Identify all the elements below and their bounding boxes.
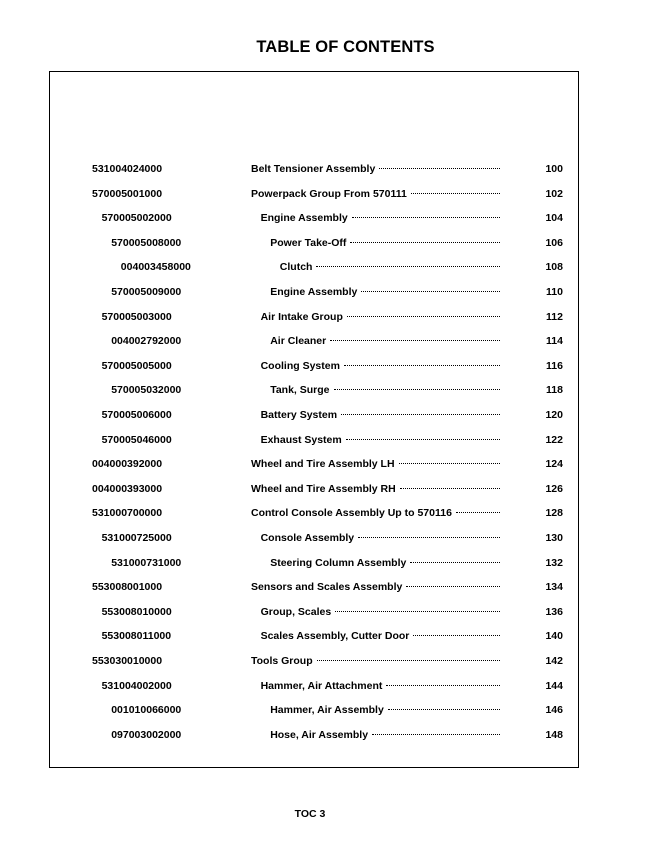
toc-entry-title: Console Assembly	[260, 532, 355, 544]
toc-entry-title-line	[251, 506, 500, 520]
toc-page-number: 104	[545, 212, 563, 225]
toc-entry[interactable]	[0, 408, 651, 422]
page-footer-label: TOC 3	[294, 808, 326, 820]
toc-page-number: 128	[545, 507, 563, 520]
dot-leader	[372, 734, 500, 735]
toc-entry-title-line	[270, 728, 500, 742]
toc-page-number: 108	[545, 261, 563, 274]
toc-entry[interactable]	[0, 211, 651, 225]
toc-entry[interactable]	[0, 433, 651, 447]
toc-entry[interactable]	[0, 236, 651, 250]
toc-part-number: 553008011000	[101, 630, 172, 643]
toc-entry-title-line	[270, 236, 500, 250]
toc-entry-title-line	[251, 457, 500, 471]
dot-leader	[400, 488, 500, 489]
toc-entry-title: Sensors and Scales Assembly	[251, 581, 403, 594]
toc-page-number: 140	[545, 630, 563, 643]
toc-page-number: 112	[546, 310, 563, 323]
toc-entry[interactable]	[0, 310, 651, 324]
toc-entry-title: Belt Tensioner Assembly	[251, 163, 376, 175]
toc-entry[interactable]	[0, 482, 651, 496]
toc-entry-title: Battery System	[260, 409, 338, 421]
toc-entry-title-line	[270, 556, 500, 570]
toc-entry-title-line	[280, 260, 500, 274]
toc-entry[interactable]	[0, 556, 651, 570]
toc-entry-title: Group, Scales	[260, 605, 332, 618]
dot-leader	[330, 340, 500, 341]
toc-entry-title: Wheel and Tire Assembly RH	[251, 482, 396, 495]
toc-part-number: 570005046000	[101, 433, 172, 446]
toc-page-number: 130	[545, 532, 563, 544]
dot-leader	[410, 562, 500, 563]
dot-leader	[316, 266, 500, 267]
toc-entry[interactable]	[0, 679, 651, 693]
toc-entry-title: Control Console Assembly Up to 570116	[251, 507, 452, 520]
toc-part-number: 570005001000	[92, 187, 163, 200]
toc-page-number: 144	[545, 679, 563, 692]
toc-entry-title-line	[261, 310, 500, 324]
toc-entry[interactable]	[0, 703, 651, 717]
toc-entry-title: Steering Column Assembly	[270, 556, 407, 569]
toc-entry-title: Power Take-Off	[270, 236, 347, 249]
toc-part-number: 570005009000	[111, 286, 182, 298]
toc-part-number: 004000393000	[92, 482, 163, 495]
toc-entry[interactable]	[0, 629, 651, 643]
dot-leader	[344, 365, 500, 366]
dot-leader	[406, 586, 500, 587]
toc-entry-title-line	[251, 580, 500, 594]
toc-entry[interactable]	[0, 580, 651, 594]
dot-leader	[335, 611, 500, 612]
toc-part-number: 553008010000	[101, 605, 172, 618]
dot-leader	[317, 660, 500, 661]
dot-leader	[352, 217, 500, 218]
toc-page-number: 142	[545, 655, 563, 667]
dot-leader	[350, 242, 500, 243]
toc-page-number: 136	[545, 605, 563, 618]
toc-entry-title-line	[251, 187, 500, 201]
toc-page-number: 146	[545, 704, 563, 717]
toc-page-number: 110	[546, 286, 563, 298]
toc-entry-title: Hammer, Air Attachment	[260, 679, 383, 692]
toc-entry-title-line	[261, 629, 500, 643]
toc-entry-title-line	[261, 679, 500, 693]
dot-leader	[346, 439, 500, 440]
toc-page-number: 126	[545, 482, 563, 495]
toc-part-number: 570005002000	[101, 212, 172, 225]
dot-leader	[379, 168, 500, 169]
toc-entry[interactable]	[0, 285, 651, 299]
toc-part-number: 570005008000	[111, 236, 182, 249]
toc-part-number: 531000725000	[101, 532, 172, 544]
dot-leader	[413, 635, 500, 636]
toc-entry-title-line	[261, 605, 500, 619]
toc-entry[interactable]	[0, 605, 651, 619]
toc-part-number: 570005003000	[101, 310, 172, 323]
toc-part-number: 570005005000	[101, 359, 172, 372]
toc-page-number: 106	[545, 236, 563, 249]
toc-entry-title: Scales Assembly, Cutter Door	[260, 630, 410, 643]
toc-page-number: 116	[546, 359, 563, 372]
toc-page-number: 124	[545, 458, 563, 471]
toc-entry[interactable]	[0, 531, 651, 545]
toc-entry-title-line	[270, 383, 500, 397]
toc-part-number: 001010066000	[111, 704, 182, 717]
dot-leader	[347, 316, 500, 317]
toc-part-number: 570005032000	[111, 384, 182, 397]
page-title: TABLE OF CONTENTS	[256, 38, 435, 56]
toc-part-number: 004000392000	[92, 458, 163, 471]
dot-leader	[361, 291, 500, 292]
toc-part-number: 097003002000	[111, 728, 182, 741]
toc-page-number: 102	[545, 187, 563, 200]
toc-entry-title-line	[261, 408, 500, 422]
toc-page-number: 122	[545, 433, 563, 446]
toc-part-number: 004003458000	[120, 261, 191, 274]
dot-leader	[334, 389, 500, 390]
toc-entry[interactable]	[0, 457, 651, 471]
toc-entry-title: Hose, Air Assembly	[270, 728, 369, 741]
dot-leader	[399, 463, 500, 464]
toc-entry-title-line	[270, 334, 500, 348]
toc-entry[interactable]	[0, 162, 651, 176]
toc-page-number: 134	[545, 581, 563, 594]
toc-page-number: 120	[545, 409, 563, 421]
toc-part-number: 004002792000	[111, 335, 182, 348]
toc-entry-title: Clutch	[279, 261, 313, 274]
toc-page-number: 100	[545, 163, 563, 175]
toc-entry-title: Engine Assembly	[270, 286, 358, 298]
toc-page-number: 118	[546, 384, 563, 397]
toc-part-number: 553008001000	[92, 581, 163, 594]
toc-entry-title: Tank, Surge	[270, 384, 330, 397]
toc-entry-title-line	[261, 359, 500, 373]
toc-part-number: 531004024000	[92, 163, 163, 175]
toc-page-number: 148	[545, 728, 563, 741]
toc-part-number: 531000700000	[92, 507, 163, 520]
dot-leader	[456, 512, 500, 513]
dot-leader	[358, 537, 500, 538]
toc-entry-title-line	[270, 285, 500, 299]
toc-entry-title: Wheel and Tire Assembly LH	[251, 458, 395, 471]
toc-entry-title-line	[251, 162, 500, 176]
toc-entry-title: Exhaust System	[260, 433, 342, 446]
dot-leader	[388, 709, 500, 710]
toc-entry-title-line	[261, 433, 500, 447]
toc-entry-title: Air Cleaner	[270, 335, 327, 348]
dot-leader	[386, 685, 500, 686]
toc-entry-title-line	[270, 703, 500, 717]
toc-entry[interactable]	[0, 260, 651, 274]
toc-entry[interactable]	[0, 654, 651, 668]
toc-entry[interactable]	[0, 359, 651, 373]
toc-entry-title: Powerpack Group From 570111	[251, 187, 407, 200]
toc-entry-title: Air Intake Group	[260, 310, 343, 323]
toc-entry-title: Engine Assembly	[260, 212, 348, 225]
toc-entry-title: Hammer, Air Assembly	[270, 704, 384, 717]
toc-page-number: 114	[546, 335, 563, 348]
toc-entry-title-line	[251, 482, 500, 496]
toc-entry[interactable]	[0, 506, 651, 520]
dot-leader	[411, 193, 500, 194]
toc-entry-title-line	[251, 654, 500, 668]
toc-entry-title: Tools Group	[251, 655, 313, 667]
dot-leader	[341, 414, 500, 415]
toc-entry-title-line	[261, 531, 500, 545]
toc-part-number: 531004002000	[101, 679, 172, 692]
toc-entry[interactable]	[0, 383, 651, 397]
toc-entry-title-line	[261, 211, 500, 225]
toc-page-number: 132	[545, 556, 563, 569]
toc-entry[interactable]	[0, 334, 651, 348]
toc-entry[interactable]	[0, 728, 651, 742]
toc-part-number: 553030010000	[92, 655, 163, 667]
toc-entry-title: Cooling System	[260, 359, 340, 372]
toc-part-number: 531000731000	[111, 556, 182, 569]
toc-entry[interactable]	[0, 187, 651, 201]
toc-part-number: 570005006000	[101, 409, 172, 421]
